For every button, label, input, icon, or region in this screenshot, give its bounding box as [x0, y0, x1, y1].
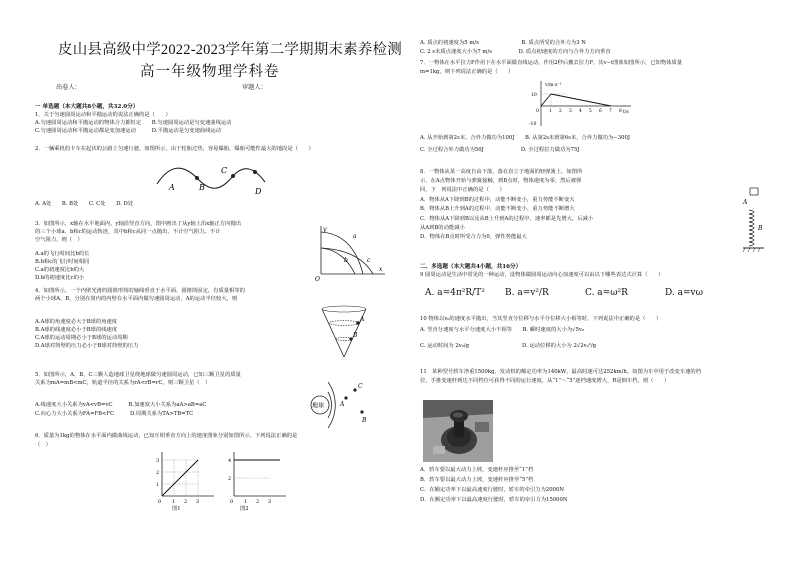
- section2-heading: 二、多选题（本大题共4小题，共16分）: [420, 264, 522, 270]
- q3-option-b: B.b和c的飞行时间相同: [35, 259, 90, 265]
- q6-g1-xtick-1: 1: [172, 499, 176, 505]
- q5-label-b: B: [362, 417, 367, 424]
- q2-label-a: A: [169, 183, 175, 192]
- q3-label-a: a: [353, 233, 357, 240]
- q8-option-c-cont: 从A到B的动能减小: [420, 225, 465, 231]
- q3-option-c: C.a的初速度比b的大: [35, 267, 85, 273]
- q5-earth-label: 地球: [312, 402, 325, 410]
- q3-origin: O: [315, 276, 320, 282]
- q1-option-cd: C.匀速圆周运动和平抛运动都是变加速运动 D.平抛运动是匀变速曲线运动: [35, 128, 222, 134]
- right-column: [397, 0, 794, 562]
- q7-xtick-5: 5: [589, 109, 592, 114]
- q5-option-ab: A.线速度大小关系为vA<vB=vC B.加速度大小关系为aA>aB=aC: [35, 402, 207, 408]
- exam-title-line2: 高一年级物理学科卷: [140, 64, 280, 80]
- q7-xtick-4: 4: [579, 109, 582, 114]
- q8-stem-line3: 回，下 列说法中正确的是（ ）: [420, 187, 505, 193]
- q6-g1-xtick-3: 3: [196, 499, 200, 505]
- q3-option-a: A.a的飞行时间比b的长: [35, 251, 90, 257]
- q6-g1-xtick-2: 2: [184, 499, 188, 505]
- q8-option-d: D．物体在B点时所受合力为0，弹性势能最大: [420, 234, 527, 240]
- q7-xtick-1: 1: [549, 109, 552, 114]
- q9-option-d: D. a=vω: [665, 288, 703, 298]
- q11-gearshift-photo: [423, 400, 493, 462]
- q6-g1-ytick-2: 2: [156, 470, 160, 476]
- q6-graph1-caption: 图1: [172, 506, 181, 512]
- q6-graph2: [220, 448, 290, 508]
- q9-option-c: C. a=ω²R: [585, 288, 628, 298]
- q4-stem-line2: 两个小球A、B，分别在筒内的内壁在水平面内做匀速圆周运动，A的运动半径较大，则: [35, 296, 238, 302]
- section1-heading: 一 单选题（本大题共8小题，共32.0分）: [35, 104, 139, 110]
- q10-stem: 10 物体以v₀的速度水平抛出，当其竖直分位移与水平分位移大小相等时，下列说法中正确的是（ ）: [420, 316, 662, 322]
- q2-label-d: D: [255, 187, 262, 196]
- q9-stem: 9 圆周运动是生活中常见的一种运动，设物体做圆周运动向心加速度可以由以下哪些表达式计算（ ）: [420, 272, 664, 278]
- q5-orbit-figure: [310, 378, 370, 430]
- q8-option-b: B．物体从B上升到A的过程中，动能不断变小，重力势能不断增大: [420, 206, 575, 212]
- q4-option-b: B.A球的线速度必小于B球的线速度: [35, 327, 118, 333]
- q6-g2-xtick-0: 0: [230, 499, 234, 505]
- q4-option-c: C.A球的运动周期必小于B球的运动周期: [35, 335, 128, 341]
- author-label: 出卷人：: [56, 84, 81, 91]
- q11-option-d: D．在额定功率下以最高速度行驶时，轿车的牵引力为15000N: [420, 497, 568, 503]
- q7-option-ab: A. 从开始到第2s末，合外力做功为100J B. 从第2s末到第6s末，合外力做功为−300J: [420, 135, 630, 141]
- q3-option-d: D.b的初速度比c的小: [35, 275, 85, 281]
- q6-g1-xtick-0: 0: [158, 499, 162, 505]
- q7-ytick-neg10: -10: [529, 122, 537, 127]
- q6-g2-xtick-2: 2: [256, 499, 260, 505]
- q9-option-a: A. a=4π²R/T²: [425, 288, 485, 298]
- q7-xtick-2: 2: [559, 109, 562, 114]
- q6-g1-ytick-1: 1: [156, 482, 160, 488]
- q4-stem-line1: 4．如图所示，一个内壁光滑的圆锥形筒的轴线垂直于水平面，圆锥筒固定，有质量相等的: [35, 288, 245, 294]
- exam-title-line1: 皮山县高级中学2022-2023学年第二学期期末素养检测: [58, 42, 402, 58]
- q8-stem-line1: 8．一物体从某一高度自由下落，落在直立于地面的轻弹簧上，如图所: [420, 169, 583, 175]
- q9-option-b: B. a=v²/R: [505, 288, 549, 298]
- q3-stem-line3: 空气阻力，则（ ）: [35, 237, 83, 243]
- q6-g1-ytick-3: 3: [156, 458, 160, 464]
- q6-g2-ytick-2: 2: [228, 476, 232, 482]
- q3-projectile-figure: [315, 224, 387, 282]
- reviewer-label: 审题人：: [242, 84, 267, 91]
- q11-stem-line2: 位，手推变速杆到达不同档位可获得不同的运行速度，从“1”～“5”逐档速度增大，R是倒车档，则（ ）: [420, 378, 670, 384]
- q3-label-b: b: [344, 257, 348, 264]
- q7-xtick-7: 7: [609, 109, 612, 114]
- q7-ylabel: v/m·s⁻¹: [545, 83, 562, 88]
- q6-g2-ytick-4: 4: [228, 458, 232, 464]
- q8-label-b: B: [758, 225, 763, 232]
- q6-g2-xtick-1: 1: [244, 499, 248, 505]
- q11-option-b: B．轿车要以最大动力上坡，变速杆应推至“5”档: [420, 477, 534, 483]
- q8-stem-line2: 示，在A点物体开始与弹簧接触，到B点时，物体速度为零，然后被弹: [420, 178, 582, 184]
- q5-option-cd: C.向心力大小关系为FA=FB<FC D.周期关系为TA>TB=TC: [35, 411, 194, 417]
- q7-xtick-8: 8: [619, 109, 622, 114]
- q10-option-cd: C. 运动时间为 2v₀/g D. 运动位移的大小为 2√2v₀²/g: [420, 343, 597, 349]
- q2-options: A. A处 B. B处 C. C处 D. D处: [35, 201, 134, 207]
- q7-vt-graph: [527, 78, 637, 130]
- q2-label-c: C: [221, 166, 228, 175]
- q7-option-cd: C. 全过程合外力做功为50J D. 全过程拉力做功为75J: [420, 147, 580, 153]
- q2-label-b: B: [199, 183, 205, 192]
- q3-stem-line2: 的三个小球a、b和c的运动轨迹，其中b和c从同一点抛出，不计空气阻力。不计: [35, 229, 221, 235]
- q5-stem-line2: 关系为mA=mB<mC，轨道半径的关系为rA<rB=rC，则三颗卫星（ ）: [35, 380, 211, 386]
- q3-label-c: c: [367, 257, 371, 264]
- q7-xtick-3: 3: [569, 109, 572, 114]
- q4-label-a: A: [360, 316, 365, 323]
- q8-spring-figure: [742, 186, 766, 256]
- q11-stem-line1: 11 某种型号轿车净重1500kg，发动机的额定功率为140kW，最高时速可达252km/h。如图为车中用于改变车速的档: [420, 369, 702, 375]
- q7-stem-line1: 7．一物体在水平拉力F作用下在水平面做直线运动，作用2秒后撤去拉力F，其v−t图象如图所示，已知物体质量: [420, 60, 683, 66]
- q4-option-a: A.A球的角速度必大于B球的角速度: [35, 319, 118, 325]
- q6-stem-line1: 6．质量为1kg的物体在水平面内做曲线运动，已知互相垂直方向上的速度图象分别如图所示，下列说法正确的是: [35, 433, 298, 439]
- q5-label-a: A: [340, 401, 345, 408]
- q2-stem: 2．一辆乘机的卡车在起伏的公路上匀速行驶，如图所示，由于轮胎过热，容易爆胎，爆胎可能性最大的地段是（ ）: [35, 146, 314, 152]
- q4-option-d: D.A球对筒壁的压力必小于B球对筒壁的压力: [35, 343, 139, 349]
- q3-stem-line1: 3．如图所示，x轴在水平地面内，y轴沿竖直方向，图中画出了从y轴上沿x轴正方向抛出: [35, 221, 242, 227]
- q2-road-figure: [155, 160, 270, 200]
- q7-xtick-6: 6: [599, 109, 602, 114]
- q6-graph1: [148, 448, 218, 508]
- q7-ytick-0: 0: [536, 109, 539, 114]
- q8-label-a: A: [743, 199, 748, 206]
- q6-graph2-caption: 图2: [240, 506, 249, 512]
- q10-option-ab: A. 竖直分速度与水平分速度大小不相等 B. 瞬时速度的大小为√5v₀: [420, 327, 585, 333]
- q8-option-c: C．物体从A下降到B以及从B上升到A的过程中，速率都是先增大，后减小: [420, 216, 594, 222]
- q1-stem: 1．关于匀速圆周运动和平抛运动的说法正确的是（ ）: [35, 112, 171, 118]
- q6-option-cd: C. 2 s末质点速度大小为7 m/s D. 质点初速度的方向与合外力方向垂直: [420, 49, 611, 55]
- q5-stem-line1: 5．如图所示，A、B、C三颗人造地球卫星绕地球做匀速圆周运动，已知三颗卫星的质量: [35, 372, 241, 378]
- q6-option-ab: A. 质点的初速度为5 m/s B. 质点所受的合外力为3 N: [420, 40, 586, 46]
- q11-option-c: C．在额定功率下以最高速度行驶时，轿车的牵引力为2000N: [420, 487, 564, 493]
- q11-option-a: A．轿车要以最大动力上坡，变速杆应推至“1”档: [420, 467, 534, 473]
- q4-cone-figure: [320, 305, 368, 359]
- q7-xlabel: t/s: [623, 110, 629, 115]
- q3-axis-x: x: [379, 266, 383, 273]
- q7-stem-line2: m=1kg，则下列说法正确的是（ ）: [420, 69, 514, 75]
- q1-option-ab: A.匀速圆周运动和平抛运动的物体合力都恒定 B.匀速圆周运动是匀变速曲线运动: [35, 120, 232, 126]
- q8-option-a: A．物体从A下降到B的过程中，动能不断变小，重力势能不断变大: [420, 197, 575, 203]
- q6-stem-line2: （ ）: [35, 442, 51, 448]
- q3-axis-y: y: [323, 226, 327, 233]
- q4-label-b: B: [353, 332, 358, 339]
- q6-g2-xtick-3: 3: [268, 499, 272, 505]
- q5-label-c: C: [358, 383, 363, 390]
- q7-ytick-10: 10: [531, 93, 537, 98]
